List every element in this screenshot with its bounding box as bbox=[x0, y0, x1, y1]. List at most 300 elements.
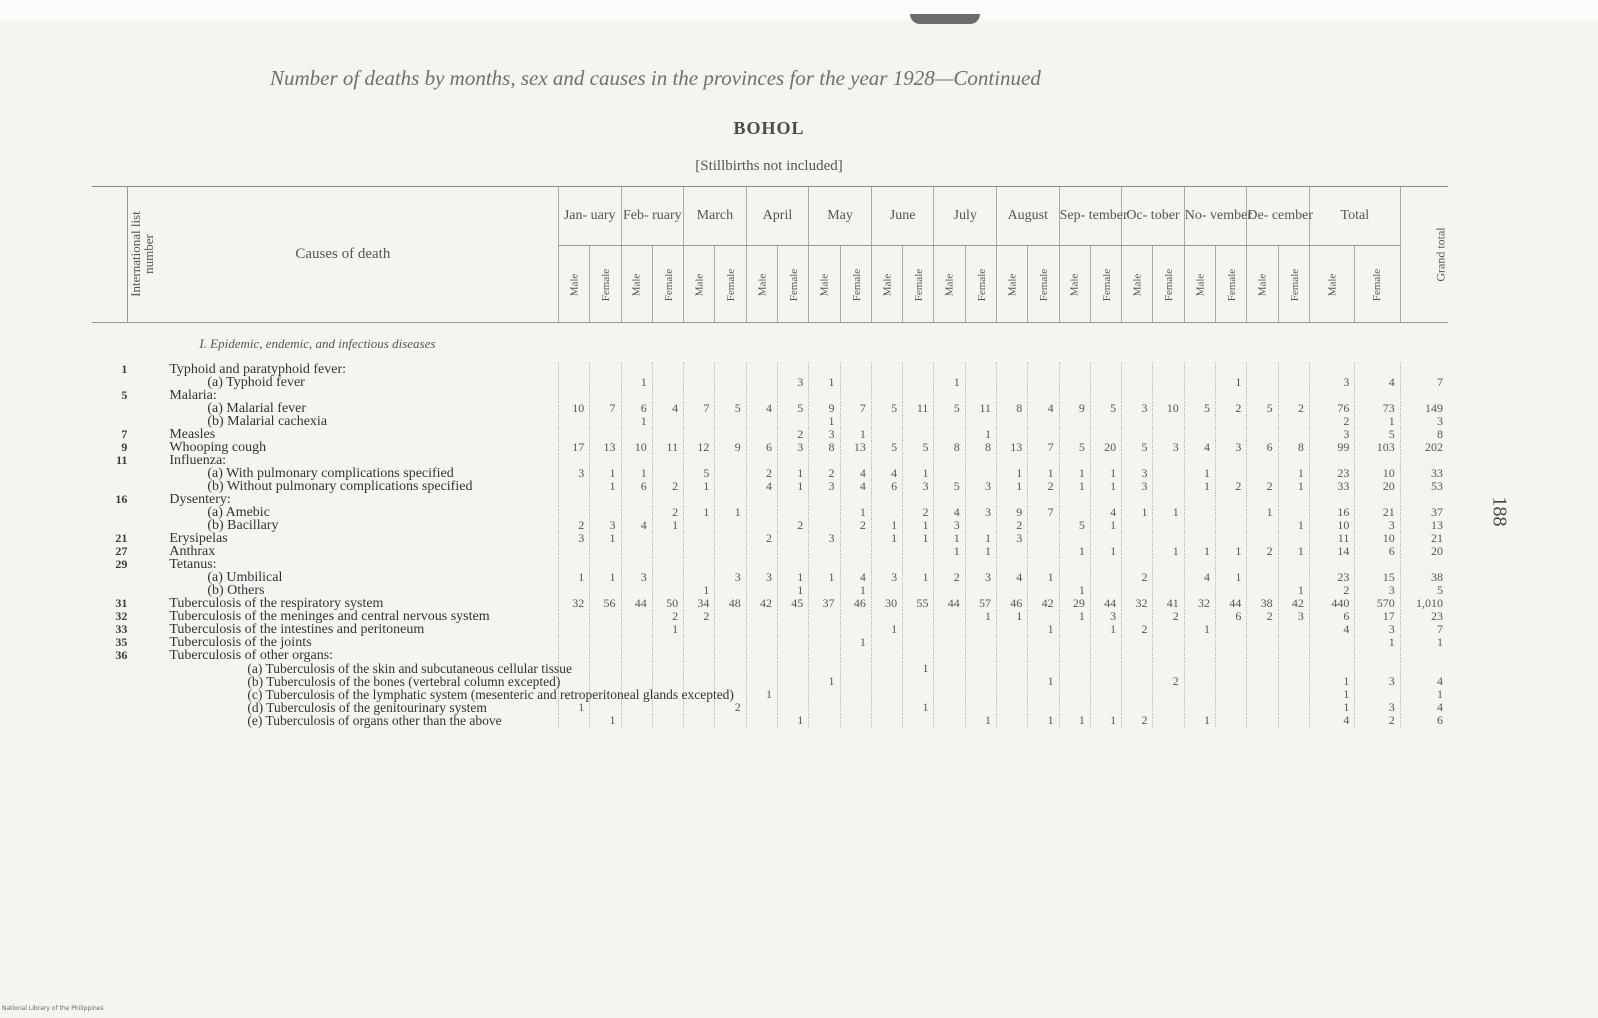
count-cell: 1 bbox=[1059, 584, 1090, 597]
female-column-header: Female bbox=[590, 246, 621, 323]
count-cell bbox=[590, 363, 621, 376]
count-cell bbox=[1059, 532, 1090, 545]
grand-total-cell: 1,010 bbox=[1400, 597, 1448, 610]
grand-total-cell: 7 bbox=[1400, 376, 1448, 389]
grand-total-cell: 13 bbox=[1400, 519, 1448, 532]
count-cell bbox=[1090, 675, 1121, 688]
count-cell bbox=[777, 389, 808, 402]
count-cell: 8 bbox=[997, 402, 1028, 415]
count-cell bbox=[1216, 389, 1247, 402]
count-cell: 1 bbox=[1059, 714, 1090, 727]
count-cell: 3 bbox=[903, 480, 934, 493]
count-cell bbox=[746, 636, 777, 649]
count-cell: 2 bbox=[1247, 610, 1278, 623]
female-column-header: Female bbox=[903, 246, 934, 323]
count-cell bbox=[1278, 506, 1309, 519]
count-cell bbox=[840, 545, 871, 558]
count-cell bbox=[871, 714, 902, 727]
count-cell bbox=[590, 506, 621, 519]
count-cell bbox=[1028, 636, 1059, 649]
count-cell bbox=[715, 662, 746, 675]
list-number bbox=[92, 571, 127, 584]
count-cell bbox=[871, 688, 902, 701]
count-cell bbox=[903, 623, 934, 636]
count-cell bbox=[997, 701, 1028, 714]
count-cell: 11 bbox=[903, 402, 934, 415]
count-cell bbox=[715, 389, 746, 402]
count-cell: 8 bbox=[809, 441, 840, 454]
count-cell: 44 bbox=[621, 597, 652, 610]
count-cell bbox=[1122, 532, 1153, 545]
count-cell bbox=[997, 454, 1028, 467]
binding-tab bbox=[910, 14, 980, 24]
count-cell: 2 bbox=[1247, 545, 1278, 558]
count-cell bbox=[1059, 376, 1090, 389]
count-cell bbox=[684, 376, 715, 389]
total-cell: 3 bbox=[1355, 584, 1400, 597]
count-cell: 1 bbox=[809, 675, 840, 688]
count-cell bbox=[1059, 675, 1090, 688]
count-cell bbox=[558, 415, 589, 428]
count-cell bbox=[746, 714, 777, 727]
count-cell bbox=[684, 662, 715, 675]
count-cell bbox=[1122, 454, 1153, 467]
month-header: Total bbox=[1309, 187, 1400, 246]
count-cell bbox=[590, 558, 621, 571]
count-cell bbox=[1153, 376, 1184, 389]
count-cell bbox=[777, 688, 808, 701]
count-cell bbox=[1059, 558, 1090, 571]
count-cell bbox=[934, 636, 965, 649]
count-cell bbox=[777, 662, 808, 675]
count-cell bbox=[1122, 428, 1153, 441]
count-cell bbox=[746, 558, 777, 571]
list-number: 1 bbox=[121, 362, 128, 376]
count-cell bbox=[840, 376, 871, 389]
causes-header: Causes of death bbox=[127, 187, 558, 323]
count-cell bbox=[871, 649, 902, 662]
count-cell bbox=[840, 454, 871, 467]
count-cell bbox=[871, 389, 902, 402]
count-cell bbox=[997, 545, 1028, 558]
grand-total-cell: 4 bbox=[1400, 675, 1448, 688]
count-cell bbox=[1153, 636, 1184, 649]
table-row bbox=[92, 714, 1448, 727]
count-cell: 1 bbox=[1090, 714, 1121, 727]
count-cell bbox=[652, 636, 683, 649]
count-cell bbox=[1059, 636, 1090, 649]
male-column-header: Male bbox=[809, 246, 840, 323]
month-header: No- vember bbox=[1184, 187, 1247, 246]
count-cell: 1 bbox=[590, 532, 621, 545]
count-cell bbox=[590, 415, 621, 428]
count-cell: 2 bbox=[746, 532, 777, 545]
count-cell bbox=[903, 649, 934, 662]
count-cell bbox=[1278, 532, 1309, 545]
count-cell bbox=[715, 480, 746, 493]
cause-of-death: (a) Amebic bbox=[207, 505, 270, 520]
count-cell: 2 bbox=[1122, 714, 1153, 727]
count-cell bbox=[1184, 428, 1215, 441]
count-cell bbox=[1247, 415, 1278, 428]
count-cell bbox=[903, 636, 934, 649]
count-cell bbox=[590, 662, 621, 675]
count-cell: 1 bbox=[684, 584, 715, 597]
count-cell bbox=[1028, 415, 1059, 428]
count-cell bbox=[1153, 662, 1184, 675]
count-cell: 1 bbox=[621, 415, 652, 428]
count-cell: 3 bbox=[1122, 467, 1153, 480]
count-cell: 1 bbox=[777, 584, 808, 597]
count-cell bbox=[590, 454, 621, 467]
month-header: July bbox=[934, 187, 997, 246]
count-cell: 1 bbox=[1059, 610, 1090, 623]
count-cell bbox=[997, 662, 1028, 675]
count-cell: 1 bbox=[777, 480, 808, 493]
count-cell bbox=[1059, 493, 1090, 506]
total-cell: 23 bbox=[1309, 467, 1354, 480]
count-cell bbox=[871, 493, 902, 506]
count-cell: 7 bbox=[590, 402, 621, 415]
list-number-header: International list number bbox=[92, 187, 127, 323]
count-cell bbox=[809, 493, 840, 506]
male-column-header: Male bbox=[621, 246, 652, 323]
count-cell: 1 bbox=[840, 428, 871, 441]
count-cell: 5 bbox=[903, 441, 934, 454]
count-cell bbox=[1247, 649, 1278, 662]
count-cell bbox=[1059, 363, 1090, 376]
count-cell bbox=[621, 493, 652, 506]
count-cell: 1 bbox=[809, 571, 840, 584]
count-cell: 4 bbox=[871, 467, 902, 480]
table-row bbox=[92, 441, 1448, 454]
grand-total-cell: 21 bbox=[1400, 532, 1448, 545]
count-cell bbox=[1184, 376, 1215, 389]
count-cell bbox=[965, 675, 996, 688]
count-cell: 8 bbox=[1278, 441, 1309, 454]
count-cell bbox=[558, 493, 589, 506]
count-cell: 34 bbox=[684, 597, 715, 610]
count-cell: 10 bbox=[1153, 402, 1184, 415]
count-cell bbox=[997, 688, 1028, 701]
count-cell bbox=[1278, 649, 1309, 662]
count-cell: 3 bbox=[934, 519, 965, 532]
count-cell bbox=[715, 714, 746, 727]
count-cell bbox=[777, 532, 808, 545]
count-cell bbox=[1028, 363, 1059, 376]
total-cell: 1 bbox=[1355, 415, 1400, 428]
count-cell: 1 bbox=[1184, 467, 1215, 480]
count-cell bbox=[777, 623, 808, 636]
count-cell bbox=[1184, 506, 1215, 519]
count-cell: 2 bbox=[652, 506, 683, 519]
count-cell: 3 bbox=[871, 571, 902, 584]
count-cell bbox=[621, 389, 652, 402]
cause-of-death: Erysipelas bbox=[169, 531, 228, 546]
count-cell: 2 bbox=[715, 701, 746, 714]
count-cell bbox=[1153, 415, 1184, 428]
count-cell: 1 bbox=[1028, 714, 1059, 727]
total-cell: 1 bbox=[1309, 701, 1354, 714]
count-cell bbox=[777, 636, 808, 649]
count-cell bbox=[1278, 688, 1309, 701]
list-number bbox=[92, 688, 127, 701]
count-cell bbox=[590, 545, 621, 558]
count-cell: 4 bbox=[746, 402, 777, 415]
count-cell: 1 bbox=[840, 506, 871, 519]
total-cell: 10 bbox=[1355, 532, 1400, 545]
count-cell bbox=[746, 545, 777, 558]
count-cell bbox=[1216, 649, 1247, 662]
cause-of-death: (a) With pulmonary complications specified bbox=[207, 466, 454, 481]
count-cell bbox=[903, 376, 934, 389]
count-cell: 1 bbox=[1059, 545, 1090, 558]
count-cell bbox=[652, 714, 683, 727]
count-cell: 3 bbox=[558, 467, 589, 480]
count-cell bbox=[1216, 532, 1247, 545]
count-cell: 1 bbox=[652, 623, 683, 636]
stillbirths-note: [Stillbirths not included] bbox=[695, 158, 843, 174]
cause-of-death: Typhoid and paratyphoid fever: bbox=[169, 362, 347, 377]
count-cell bbox=[1059, 506, 1090, 519]
total-cell: 4 bbox=[1309, 714, 1354, 727]
count-cell: 1 bbox=[1028, 571, 1059, 584]
total-cell: 2 bbox=[1309, 584, 1354, 597]
total-cell: 3 bbox=[1355, 675, 1400, 688]
count-cell: 4 bbox=[1028, 402, 1059, 415]
count-cell: 1 bbox=[997, 480, 1028, 493]
count-cell bbox=[965, 662, 996, 675]
count-cell bbox=[840, 610, 871, 623]
count-cell bbox=[1028, 532, 1059, 545]
count-cell: 2 bbox=[1216, 402, 1247, 415]
count-cell: 3 bbox=[621, 571, 652, 584]
count-cell: 8 bbox=[934, 441, 965, 454]
count-cell bbox=[1247, 493, 1278, 506]
count-cell bbox=[715, 519, 746, 532]
count-cell bbox=[1122, 493, 1153, 506]
count-cell bbox=[1247, 558, 1278, 571]
count-cell bbox=[715, 610, 746, 623]
count-cell bbox=[777, 454, 808, 467]
count-cell: 5 bbox=[1122, 441, 1153, 454]
count-cell: 7 bbox=[1028, 441, 1059, 454]
count-cell: 42 bbox=[1278, 597, 1309, 610]
count-cell bbox=[934, 675, 965, 688]
count-cell bbox=[997, 493, 1028, 506]
count-cell bbox=[997, 675, 1028, 688]
count-cell bbox=[1278, 623, 1309, 636]
count-cell: 2 bbox=[652, 480, 683, 493]
count-cell: 1 bbox=[965, 545, 996, 558]
count-cell bbox=[652, 532, 683, 545]
count-cell bbox=[1184, 636, 1215, 649]
count-cell bbox=[934, 389, 965, 402]
count-cell bbox=[903, 363, 934, 376]
count-cell: 6 bbox=[871, 480, 902, 493]
count-cell bbox=[1153, 467, 1184, 480]
count-cell bbox=[621, 545, 652, 558]
count-cell bbox=[809, 506, 840, 519]
total-cell bbox=[1309, 636, 1354, 649]
count-cell bbox=[652, 701, 683, 714]
count-cell bbox=[1247, 714, 1278, 727]
count-cell: 2 bbox=[777, 519, 808, 532]
count-cell bbox=[934, 467, 965, 480]
count-cell bbox=[1247, 389, 1278, 402]
grand-total-header: Grand total bbox=[1400, 187, 1448, 323]
count-cell bbox=[809, 610, 840, 623]
male-column-header: Male bbox=[1247, 246, 1278, 323]
count-cell bbox=[1278, 636, 1309, 649]
cause-of-death: Tetanus: bbox=[169, 557, 217, 572]
count-cell bbox=[558, 636, 589, 649]
count-cell bbox=[1122, 649, 1153, 662]
count-cell: 1 bbox=[903, 571, 934, 584]
count-cell: 3 bbox=[1278, 610, 1309, 623]
grand-total-cell bbox=[1400, 649, 1448, 662]
count-cell bbox=[1153, 701, 1184, 714]
count-cell: 50 bbox=[652, 597, 683, 610]
count-cell: 12 bbox=[684, 441, 715, 454]
count-cell bbox=[652, 415, 683, 428]
month-header: Sep- tember bbox=[1059, 187, 1122, 246]
total-cell: 76 bbox=[1309, 402, 1354, 415]
list-number bbox=[92, 662, 127, 675]
count-cell bbox=[997, 558, 1028, 571]
count-cell bbox=[1216, 675, 1247, 688]
count-cell: 7 bbox=[1028, 506, 1059, 519]
count-cell bbox=[590, 649, 621, 662]
count-cell bbox=[1184, 389, 1215, 402]
count-cell bbox=[965, 363, 996, 376]
count-cell: 3 bbox=[965, 571, 996, 584]
list-number: 9 bbox=[121, 440, 128, 454]
count-cell: 1 bbox=[1278, 480, 1309, 493]
total-cell: 10 bbox=[1309, 519, 1354, 532]
count-cell bbox=[746, 649, 777, 662]
count-cell bbox=[840, 675, 871, 688]
count-cell: 5 bbox=[684, 467, 715, 480]
cause-of-death: Measles bbox=[169, 427, 216, 442]
male-column-header: Male bbox=[1122, 246, 1153, 323]
count-cell bbox=[840, 714, 871, 727]
count-cell bbox=[903, 558, 934, 571]
count-cell bbox=[1216, 714, 1247, 727]
count-cell: 1 bbox=[684, 506, 715, 519]
count-cell: 48 bbox=[715, 597, 746, 610]
cause-of-death: Tuberculosis of the intestines and peritoneum bbox=[169, 622, 425, 637]
total-cell: 14 bbox=[1309, 545, 1354, 558]
count-cell bbox=[1216, 506, 1247, 519]
count-cell: 1 bbox=[871, 532, 902, 545]
count-cell bbox=[590, 389, 621, 402]
list-number: 16 bbox=[115, 492, 128, 506]
count-cell: 42 bbox=[1028, 597, 1059, 610]
count-cell: 5 bbox=[934, 480, 965, 493]
male-column-header: Male bbox=[1059, 246, 1090, 323]
count-cell bbox=[715, 428, 746, 441]
table-body bbox=[92, 323, 1448, 728]
list-number bbox=[92, 675, 127, 688]
count-cell bbox=[684, 519, 715, 532]
list-number bbox=[92, 402, 127, 415]
count-cell bbox=[684, 363, 715, 376]
count-cell: 3 bbox=[1122, 480, 1153, 493]
count-cell: 1 bbox=[1090, 623, 1121, 636]
count-cell bbox=[809, 363, 840, 376]
count-cell: 1 bbox=[903, 532, 934, 545]
count-cell: 1 bbox=[840, 636, 871, 649]
count-cell bbox=[590, 636, 621, 649]
male-column-header: Male bbox=[997, 246, 1028, 323]
count-cell bbox=[558, 545, 589, 558]
count-cell bbox=[1122, 688, 1153, 701]
male-column-header: Male bbox=[558, 246, 589, 323]
count-cell bbox=[746, 454, 777, 467]
count-cell bbox=[1028, 493, 1059, 506]
count-cell: 1 bbox=[1028, 623, 1059, 636]
count-cell: 41 bbox=[1153, 597, 1184, 610]
count-cell bbox=[809, 545, 840, 558]
female-column-header: Female bbox=[1355, 246, 1400, 323]
count-cell bbox=[1216, 636, 1247, 649]
count-cell bbox=[871, 428, 902, 441]
count-cell bbox=[1090, 376, 1121, 389]
count-cell bbox=[903, 545, 934, 558]
count-cell bbox=[652, 493, 683, 506]
count-cell bbox=[871, 363, 902, 376]
count-cell: 1 bbox=[715, 506, 746, 519]
count-cell bbox=[1216, 688, 1247, 701]
count-cell: 3 bbox=[965, 480, 996, 493]
count-cell: 1 bbox=[1184, 545, 1215, 558]
count-cell bbox=[1278, 714, 1309, 727]
count-cell: 1 bbox=[558, 701, 589, 714]
count-cell: 1 bbox=[903, 519, 934, 532]
count-cell bbox=[1247, 636, 1278, 649]
total-cell: 440 bbox=[1309, 597, 1354, 610]
month-header: May bbox=[809, 187, 872, 246]
cause-of-death: (b) Others bbox=[207, 583, 265, 598]
list-number: 29 bbox=[115, 557, 128, 571]
grand-total-cell: 1 bbox=[1400, 688, 1448, 701]
count-cell: 10 bbox=[558, 402, 589, 415]
count-cell bbox=[809, 714, 840, 727]
count-cell bbox=[715, 415, 746, 428]
count-cell: 1 bbox=[934, 376, 965, 389]
count-cell bbox=[871, 545, 902, 558]
count-cell bbox=[715, 376, 746, 389]
count-cell: 56 bbox=[590, 597, 621, 610]
count-cell bbox=[903, 428, 934, 441]
count-cell: 1 bbox=[997, 610, 1028, 623]
cause-of-death: (b) Tuberculosis of the bones (vertebral column excepted) bbox=[247, 674, 561, 689]
count-cell bbox=[746, 623, 777, 636]
count-cell: 5 bbox=[1184, 402, 1215, 415]
count-cell bbox=[715, 623, 746, 636]
cause-of-death: (d) Tuberculosis of the genitourinary system bbox=[247, 700, 487, 715]
count-cell bbox=[1090, 662, 1121, 675]
count-cell bbox=[997, 649, 1028, 662]
count-cell bbox=[934, 610, 965, 623]
count-cell: 1 bbox=[1184, 714, 1215, 727]
table-row bbox=[92, 571, 1448, 584]
total-cell: 73 bbox=[1355, 402, 1400, 415]
count-cell: 1 bbox=[871, 623, 902, 636]
male-column-header: Male bbox=[934, 246, 965, 323]
count-cell bbox=[871, 701, 902, 714]
